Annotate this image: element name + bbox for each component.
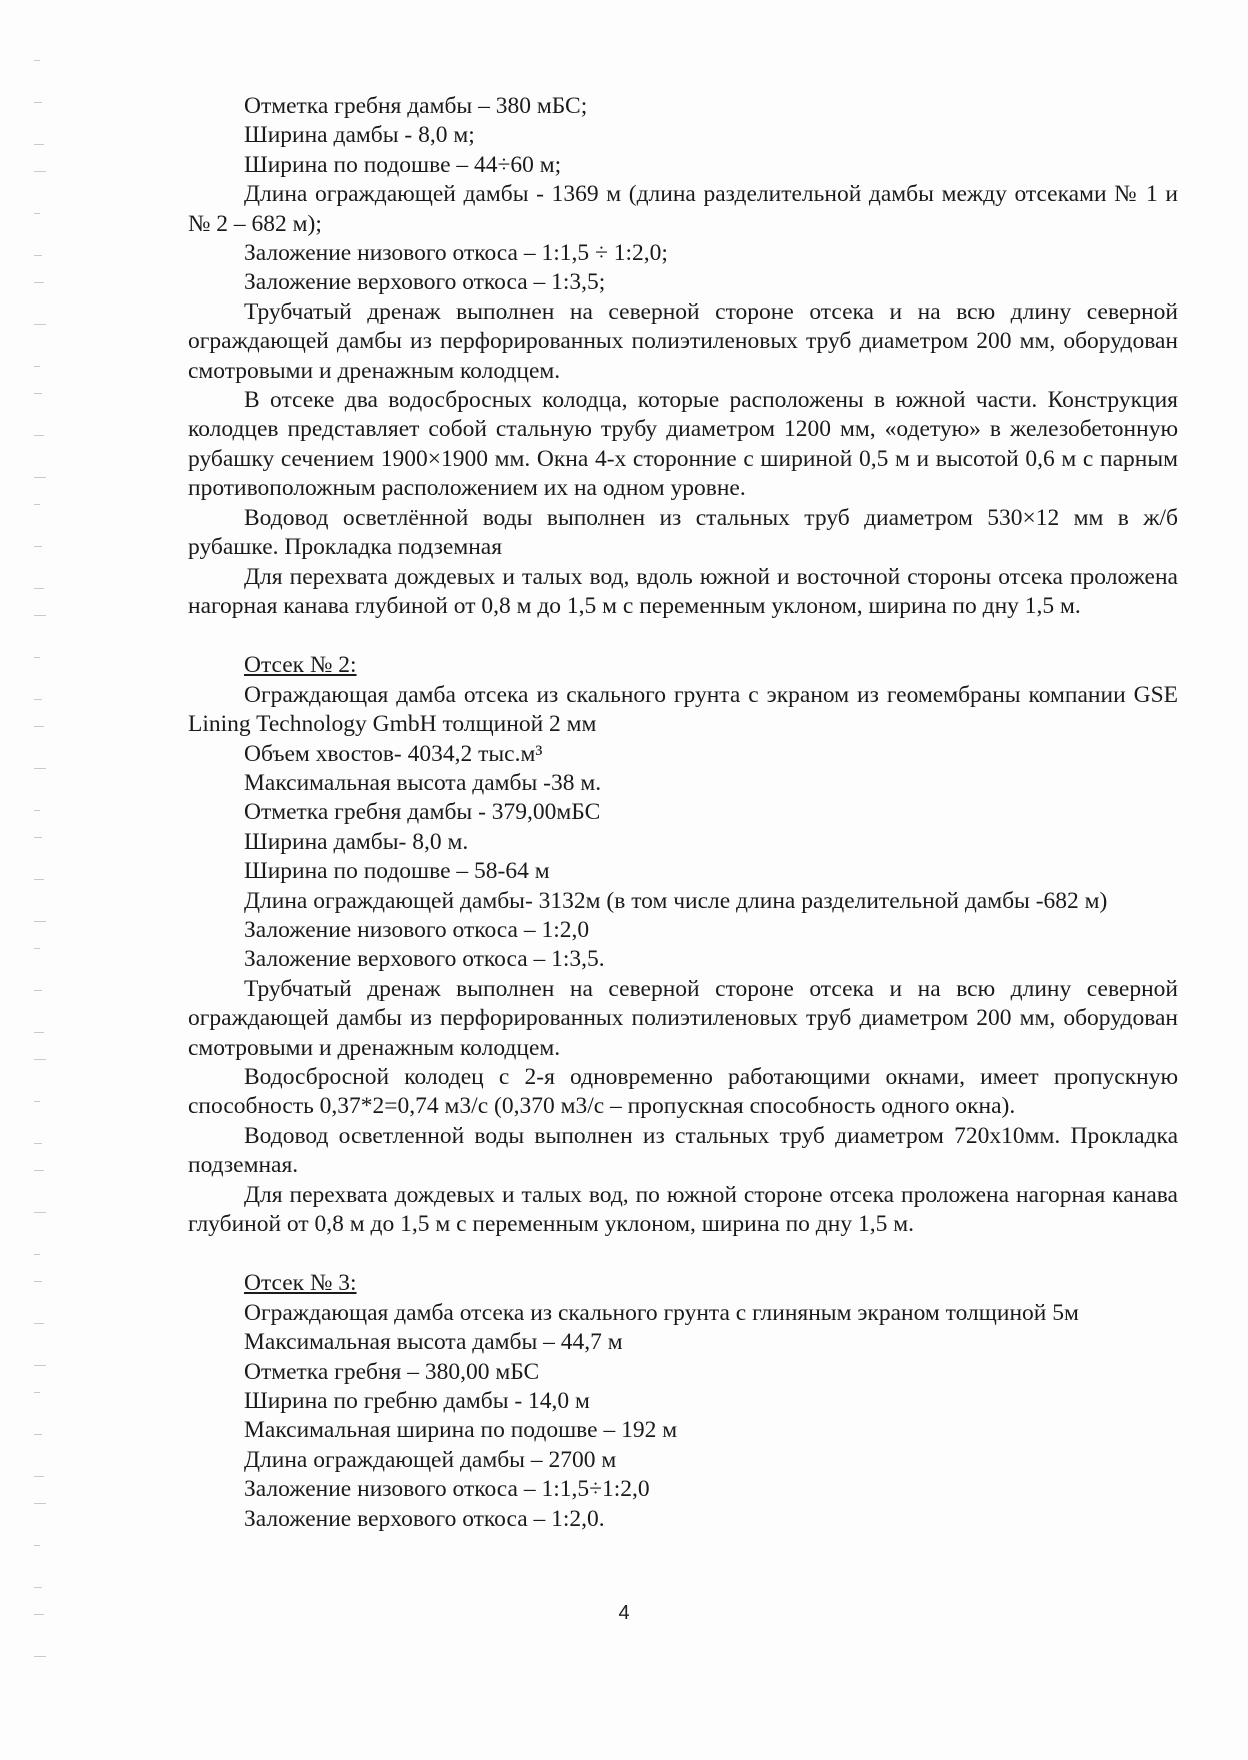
text-line: Ширина по подошве – 58-64 м	[244, 858, 550, 885]
scan-mark	[34, 726, 44, 727]
text-line: Максимальная высота дамбы – 44,7 м	[244, 1329, 623, 1356]
scan-mark	[34, 879, 44, 880]
scan-mark	[34, 1365, 46, 1366]
text-line: Ширина дамбы - 8,0 м;	[244, 122, 475, 149]
scan-mark	[34, 435, 44, 436]
scan-mark	[34, 837, 42, 838]
scan-mark	[34, 1143, 42, 1144]
text-line: Заложение низового откоса – 1:2,0	[244, 916, 590, 943]
page-number: 4	[618, 1602, 630, 1624]
scan-mark	[34, 1170, 44, 1171]
text-line: Ширина по гребню дамбы - 14,0 м	[244, 1388, 590, 1415]
scan-mark	[34, 1101, 40, 1102]
paragraph: Водовод осветленной воды выполнен из стальных труб диаметром 720х10мм. Прокладка подземная.	[188, 1122, 1178, 1179]
text-line: Длина ограждающей дамбы – 2700 м	[244, 1446, 617, 1473]
text-line: Заложение верхового откоса – 1:3,5.	[244, 946, 605, 973]
scan-mark	[34, 1392, 40, 1393]
scan-mark	[34, 1323, 44, 1324]
text-line: Заложение верхового откоса – 1:3,5;	[244, 269, 606, 296]
scan-mark	[34, 366, 40, 367]
scan-mark	[34, 213, 40, 214]
scan-mark	[34, 990, 42, 991]
paragraph: Для перехвата дождевых и талых вод, вдоль южной и восточной стороны отсека проложена нагорная канава глубиной от 0,8 м до 1,5 м с переменным уклоном, ширина по дну 1,5 м.	[188, 563, 1178, 619]
scan-mark	[34, 1032, 44, 1033]
paragraph: Трубчатый дренаж выполнен на северной стороне отсека и на всю длину северной ограждающей дамбы из перфорированных полиэтиленовых труб диаметром 200 мм, оборудован смотровыми и дренажным колодцем.	[188, 298, 1178, 384]
text-line: Заложение низового откоса – 1:1,5 ÷ 1:2,0;	[244, 240, 668, 267]
scan-mark	[34, 1059, 46, 1060]
text-line: Объем хвостов- 4034,2 тыс.м³	[244, 740, 543, 767]
scan-mark	[34, 255, 42, 256]
section-spacer	[188, 621, 1178, 651]
text-line: Максимальная высота дамбы -38 м.	[244, 769, 602, 796]
paragraph: Трубчатый дренаж выполнен на северной стороне отсека и на всю длину северной ограждающей дамбы из перфорированных полиэтиленовых труб диаметром 200 мм, оборудован смотровыми и дренажным колодцем.	[188, 975, 1178, 1061]
scan-mark	[34, 1476, 44, 1477]
text-line: Ширина дамбы- 8,0 м.	[244, 828, 469, 855]
scan-mark	[34, 1434, 42, 1435]
scan-mark	[34, 60, 40, 61]
text-line: Заложение верхового откоса – 1:2,0.	[244, 1505, 605, 1532]
paragraph: Для перехвата дождевых и талых вод, по южной стороне отсека проложена нагорная канава глубиной от 0,8 м до 1,5 м с переменным уклоном, ширина по дну 1,5 м.	[188, 1181, 1178, 1238]
paragraph: Длина ограждающей дамбы - 1369 м (длина разделительной дамбы между отсеками № 1 и № 2 – 682 м);	[188, 181, 1178, 237]
scan-mark	[34, 171, 46, 172]
text-line: Отметка гребня дамбы – 380 мБС;	[244, 93, 588, 119]
scan-mark	[34, 546, 42, 547]
scan-margin-marks	[34, 60, 54, 1700]
paragraph: Ограждающая дамба отсека из скального грунта с экраном из геомембраны компании GSE Lining Technology GmbH толщиной 2 мм	[188, 681, 1178, 738]
paragraph: Водосбросной колодец с 2-я одновременно работающими окнами, имеет пропускную способность 0,37*2=0,74 м3/с (0,370 м3/с – пропускная способность одного окна).	[188, 1064, 1178, 1120]
scan-mark	[34, 477, 46, 478]
text-line: Максимальная ширина по подошве – 192 м	[244, 1417, 678, 1444]
scan-mark	[34, 588, 44, 589]
text-line: Длина ограждающей дамбы- 3132м (в том числе длина разделительной дамбы -682 м)	[244, 887, 1108, 914]
scan-mark	[34, 768, 46, 769]
scan-mark	[34, 1503, 46, 1504]
scan-mark	[34, 102, 42, 103]
scan-mark	[34, 1545, 40, 1546]
section-spacer	[188, 1239, 1178, 1269]
scan-mark	[34, 1254, 40, 1255]
section-heading-text: Отсек № 2:	[244, 652, 357, 679]
scan-mark	[34, 144, 44, 145]
text-line: Отметка гребня дамбы - 379,00мБС	[244, 799, 601, 826]
scan-mark	[34, 810, 40, 811]
scan-mark	[34, 504, 40, 505]
text-line: Отметка гребня – 380,00 мБС	[244, 1358, 540, 1385]
scan-mark	[34, 657, 40, 658]
scan-mark	[34, 1656, 46, 1657]
scan-mark	[34, 699, 42, 700]
section-heading-text: Отсек № 3:	[244, 1270, 357, 1297]
scan-mark	[34, 921, 46, 922]
scan-mark	[34, 1212, 46, 1213]
scan-mark	[34, 1587, 42, 1588]
section-heading	[188, 651, 1178, 680]
scan-mark	[34, 324, 46, 325]
scan-mark	[34, 615, 46, 616]
text-line: Ширина по подошве – 44÷60 м;	[244, 151, 562, 178]
scan-mark	[34, 948, 40, 949]
text-line: Ограждающая дамба отсека из скального грунта с глиняным экраном толщиной 5м	[244, 1299, 1079, 1326]
scan-mark	[34, 282, 44, 283]
paragraph: В отсеке два водосбросных колодца, которые расположены в южной части. Конструкция колодцев представляет собой стальную трубу диаметром 1200 мм, «одетую» в железобетонную рубашку сечением 1900×1900 мм. Окна 4-х сторонние с шириной 0,5 м и высотой 0,6 м с парным противоположным расположением их на одном уровне.	[188, 387, 1178, 502]
section-heading	[188, 1269, 1178, 1298]
scan-mark	[34, 393, 42, 394]
scan-mark	[34, 1281, 42, 1282]
paragraph: Водовод осветлённой воды выполнен из стальных труб диаметром 530×12 мм в ж/б рубашке. Прокладка подземная	[188, 504, 1178, 561]
page-content	[188, 92, 1178, 1534]
text-line: Заложение низового откоса – 1:1,5÷1:2,0	[244, 1476, 650, 1503]
